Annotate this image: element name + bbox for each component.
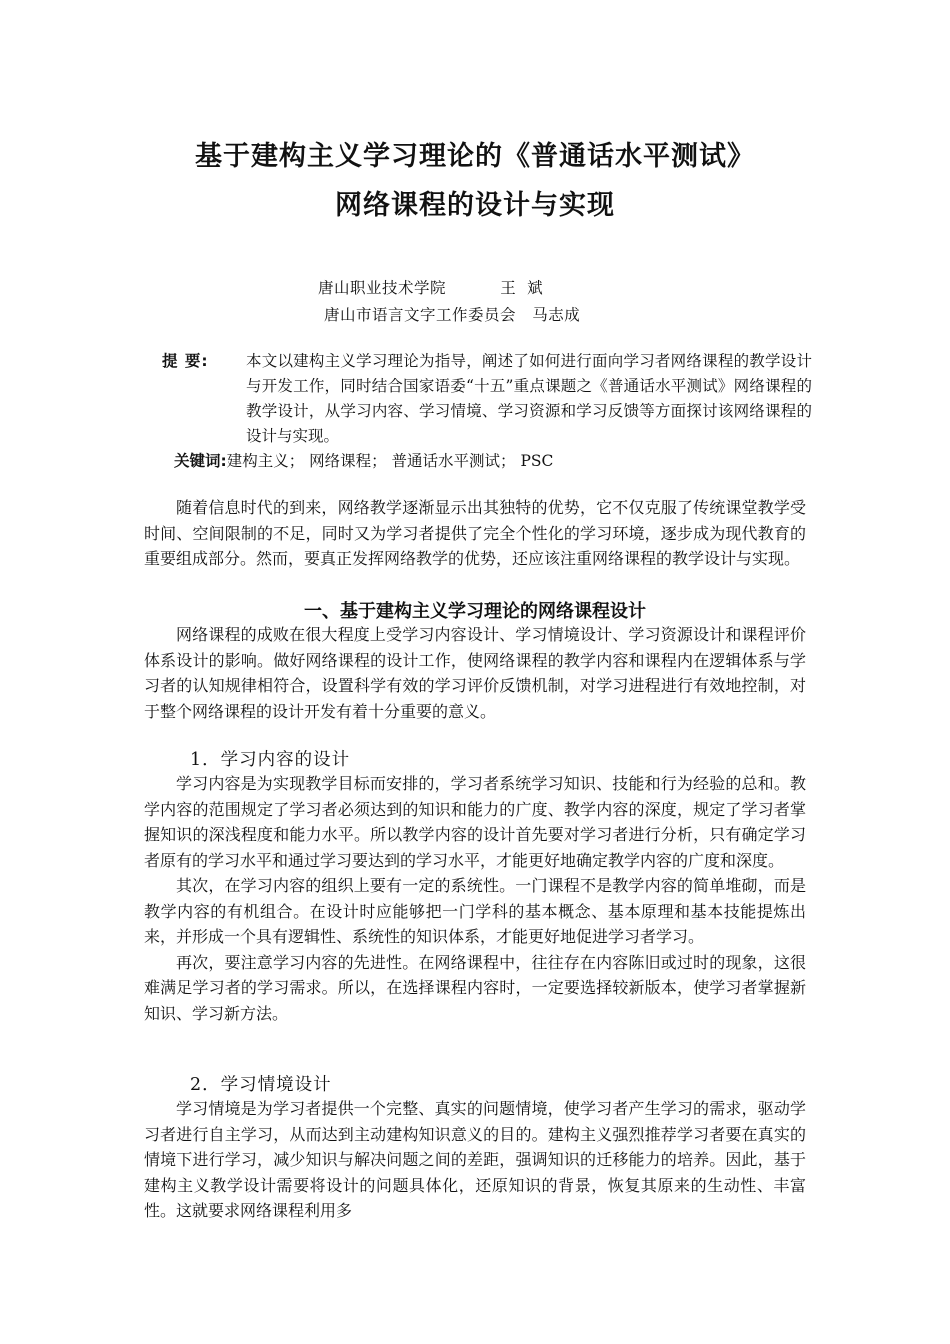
author-1: 唐山职业技术学院 王 斌 xyxy=(318,279,544,297)
subsection-1-block xyxy=(144,771,806,1026)
abstract-label: 提 要: xyxy=(162,352,209,370)
keywords xyxy=(174,449,553,474)
subsection-1-paragraph-1: 学习内容是为实现教学目标而安排的，学习者系统学习知识、技能和行为经验的总和。教学内容的范围规定了学习者必须达到的知识和能力的广度、教学内容的深度，规定了学习者掌握知识的深浅程度和能力水平。所以教学内容的设计首先要对学习者进行分析，只有确定学习者原有的学习水平和通过学习要达到的学习水平，才能更好地确定教学内容的广度和深度。 xyxy=(144,774,806,870)
intro-block xyxy=(144,495,806,572)
intro-paragraph: 随着信息时代的到来，网络教学逐渐显示出其独特的优势，它不仅克服了传统课堂教学受时间、空间限制的不足，同时又为学习者提供了完全个性化的学习环境，逐步成为现代教育的重要组成部分。然而，要真正发挥网络教学的优势，还应该注重网络课程的教学设计与实现。 xyxy=(144,498,806,568)
abstract xyxy=(162,349,812,449)
section-1-block xyxy=(144,622,806,724)
subsection-1-heading: 1．学习内容的设计 xyxy=(190,750,351,770)
keywords-label: 关键词: xyxy=(174,452,227,470)
subsection-2-heading: 2．学习情境设计 xyxy=(190,1075,332,1095)
abstract-text: 本文以建构主义学习理论为指导，阐述了如何进行面向学习者网络课程的教学设计与开发工作，同时结合国家语委“十五”重点课题之《普通话水平测试》网络课程的教学设计，从学习内容、学习情境、学习资源和学习反馈等方面探讨该网络课程的设计与实现。 xyxy=(246,352,812,445)
subsection-1-paragraph-2: 其次，在学习内容的组织上要有一定的系统性。一门课程不是教学内容的简单堆砌，而是教学内容的有机组合。在设计时应能够把一门学科的基本概念、基本原理和基本技能提炼出来，并形成一个具有逻辑性、系统性的知识体系，才能更好地促进学习者学习。 xyxy=(144,876,806,946)
subsection-2-paragraph: 学习情境是为学习者提供一个完整、真实的问题情境，使学习者产生学习的需求，驱动学习者进行自主学习，从而达到主动建构知识意义的目的。建构主义强烈推荐学习者要在真实的情境下进行学习，减少知识与解决问题之间的差距，强调知识的迁移能力的培养。因此，基于建构主义教学设计需要将设计的问题具体化，还原知识的背景，恢复其原来的生动性、丰富性。这就要求网络课程利用多 xyxy=(144,1099,806,1220)
keywords-text: 建构主义； 网络课程； 普通话水平测试； PSC xyxy=(226,452,554,470)
section-1-heading: 一、基于建构主义学习理论的网络课程设计 xyxy=(304,601,646,622)
title-line-1: 基于建构主义学习理论的《普通话水平测试》 xyxy=(195,141,755,172)
subsection-2-block xyxy=(144,1096,806,1224)
author-2: 唐山市语言文字工作委员会 马志成 xyxy=(324,306,581,324)
section-1-paragraph: 网络课程的成败在很大程度上受学习内容设计、学习情境设计、学习资源设计和课程评价体系设计的影响。做好网络课程的设计工作，使网络课程的教学内容和课程内在逻辑体系与学习者的认知规律相符合，设置科学有效的学习评价反馈机制，对学习进程进行有效地控制，对于整个网络课程的设计开发有着十分重要的意义。 xyxy=(144,625,806,721)
subsection-1-paragraph-3: 再次，要注意学习内容的先进性。在网络课程中，往往存在内容陈旧或过时的现象，这很难满足学习者的学习需求。所以，在选择课程内容时，一定要选择较新版本，使学习者掌握新知识、学习新方法。 xyxy=(144,952,806,1023)
title-line-2: 网络课程的设计与实现 xyxy=(335,190,615,221)
